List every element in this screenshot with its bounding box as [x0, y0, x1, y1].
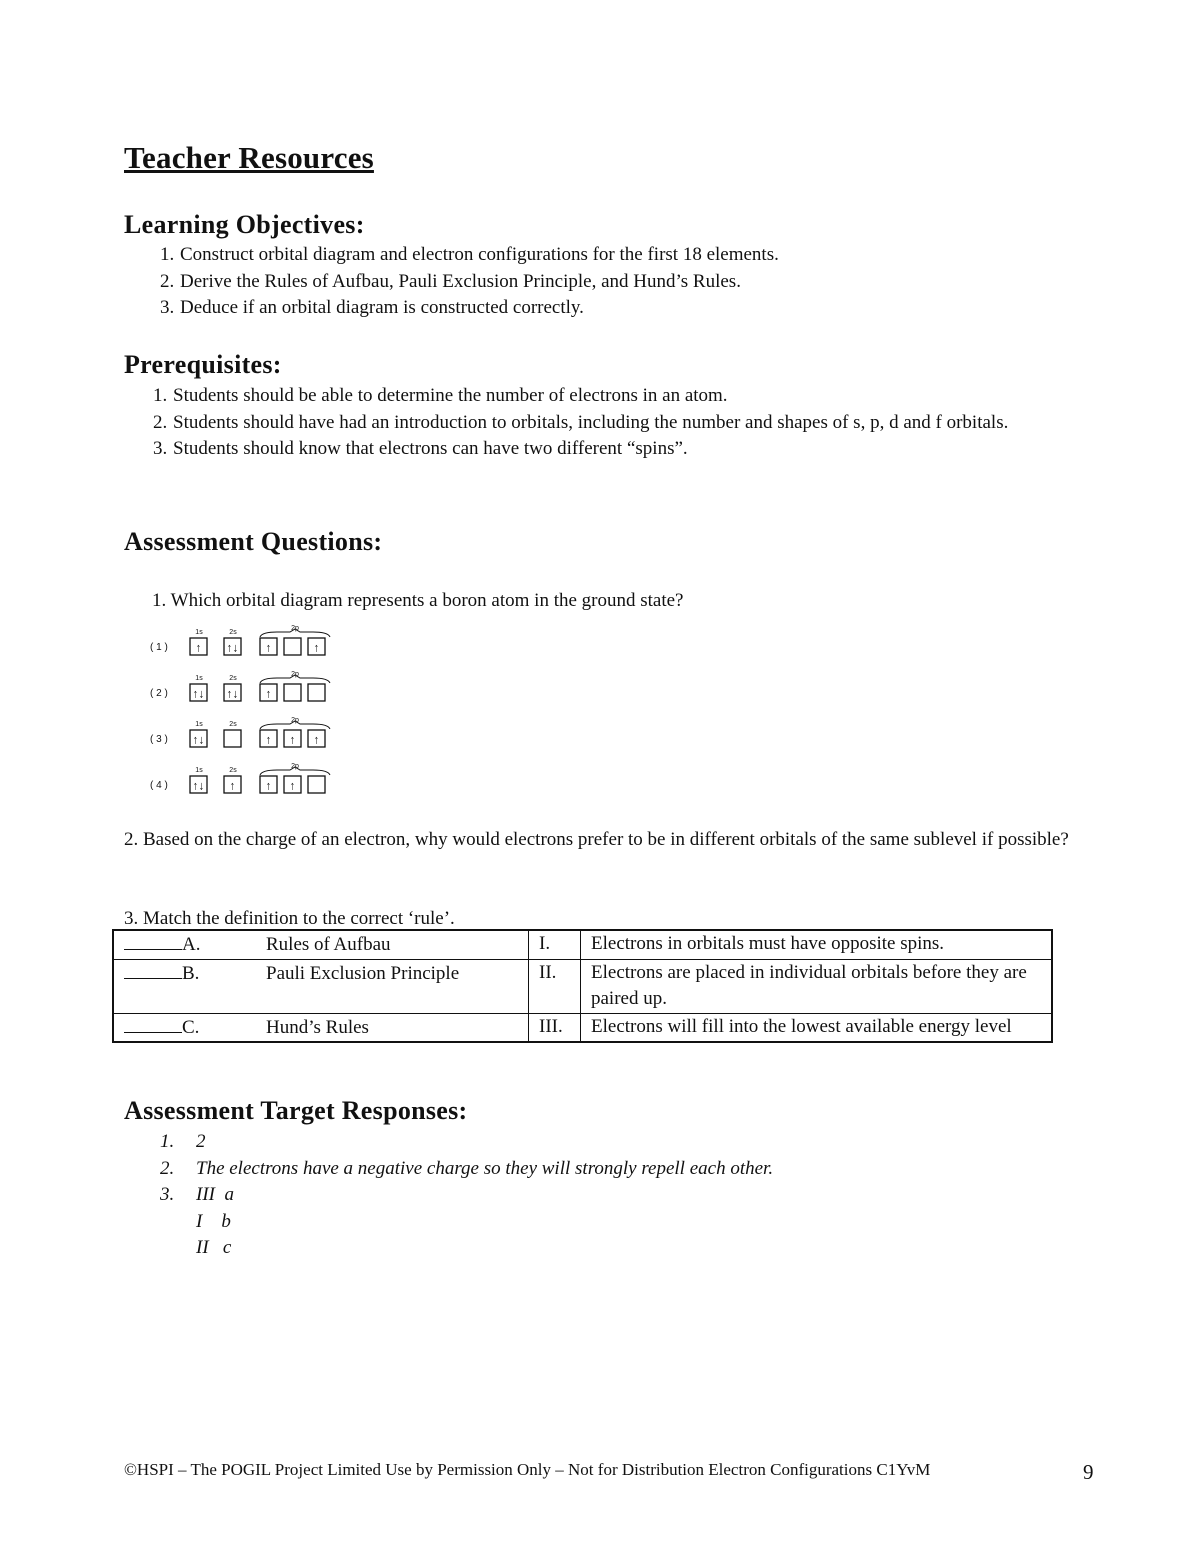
- orbital-2p-box-arrows: ↑: [265, 640, 272, 655]
- answer-blank[interactable]: [124, 1014, 182, 1033]
- learning-objectives-list: [160, 242, 1060, 322]
- orbital-2p-box-arrows: ↑: [289, 778, 296, 793]
- orbital-1s-box-arrows: ↑↓: [192, 732, 205, 747]
- orbital-diagrams: [150, 620, 350, 800]
- list-item: 3. Students should know that electrons can have two different “spins”.: [153, 438, 688, 460]
- orbital-label-2p: 2p: [291, 763, 299, 770]
- orbital-1s-box-arrows: ↑: [195, 640, 202, 655]
- answer-blank[interactable]: [124, 931, 182, 950]
- list-item: 2. Students should have had an introduction to orbitals, including the number and shapes of s, p, d and f orbitals.: [153, 411, 1009, 433]
- orbital-2p-box-arrows: ↑: [289, 732, 296, 747]
- list-item: 3. III a: [160, 1184, 234, 1205]
- orbital-2p-box: [284, 638, 301, 655]
- orbital-2p-box-arrows: ↑: [265, 778, 272, 793]
- target-responses-list: [160, 1129, 773, 1262]
- orbital-label-2s: 2s: [229, 767, 237, 774]
- option-label: ( 1 ): [150, 642, 168, 653]
- option-label: ( 4 ): [150, 780, 168, 791]
- table-row: C. Hund’s Rules III. Electrons will fill into the lowest available energy level: [113, 1013, 1052, 1042]
- list-item: 2. The electrons have a negative charge so they will strongly repell each other.: [160, 1157, 774, 1179]
- prerequisites-list: [153, 383, 1063, 463]
- learning-objectives-heading: Learning Objectives:: [124, 210, 365, 239]
- matching-table: [112, 929, 1053, 1043]
- orbital-label-1s: 1s: [195, 767, 203, 774]
- assessment-questions-heading: Assessment Questions:: [124, 527, 383, 556]
- orbital-2p-box-arrows: ↑: [313, 640, 320, 655]
- orbital-label-1s: 1s: [195, 675, 203, 682]
- page-number: 9: [1083, 1460, 1094, 1484]
- orbital-2p-box: [284, 684, 301, 701]
- footer-text: ©HSPI – The POGIL Project Limited Use by Permission Only – Not for Distribution Electron Configurations C1YvM: [124, 1460, 931, 1479]
- list-item: 1. Students should be able to determine the number of electrons in an atom.: [153, 385, 728, 406]
- orbital-2p-box: [308, 684, 325, 701]
- orbital-2s-box: [224, 730, 241, 747]
- orbital-1s-box-arrows: ↑↓: [192, 778, 205, 793]
- option-label: ( 2 ): [150, 688, 168, 699]
- orbital-label-2p: 2p: [291, 625, 299, 632]
- orbital-diagram-options: [150, 620, 350, 800]
- orbital-label-2p: 2p: [291, 671, 299, 678]
- option-label: ( 3 ): [150, 734, 168, 745]
- orbital-label-2s: 2s: [229, 629, 237, 636]
- orbital-2s-box-arrows: ↑: [229, 778, 236, 793]
- page-title: Teacher Resources: [124, 140, 374, 175]
- prerequisites-heading: Prerequisites:: [124, 350, 282, 379]
- list-item: I b: [196, 1210, 231, 1232]
- question-2: 2. Based on the charge of an electron, why would electrons prefer to be in different orbitals of the same sublevel if possible?: [124, 829, 1069, 850]
- orbital-2p-box-arrows: ↑: [265, 686, 272, 701]
- orbital-label-1s: 1s: [195, 629, 203, 636]
- list-item: 1. 2: [160, 1131, 206, 1152]
- orbital-2p-box: [308, 776, 325, 793]
- orbital-label-2s: 2s: [229, 675, 237, 682]
- target-responses-heading: Assessment Target Responses:: [124, 1096, 468, 1125]
- orbital-2s-box-arrows: ↑↓: [226, 686, 239, 701]
- list-item: 1. Construct orbital diagram and electron configurations for the first 18 elements.: [160, 244, 779, 265]
- orbital-2s-box-arrows: ↑↓: [226, 640, 239, 655]
- question-1: 1. Which orbital diagram represents a boron atom in the ground state?: [152, 590, 684, 611]
- orbital-2p-box-arrows: ↑: [313, 732, 320, 747]
- orbital-label-1s: 1s: [195, 721, 203, 728]
- table-row: A. Rules of Aufbau I. Electrons in orbitals must have opposite spins.: [113, 930, 1052, 959]
- list-item: II c: [196, 1237, 232, 1258]
- orbital-label-2p: 2p: [291, 717, 299, 724]
- orbital-label-2s: 2s: [229, 721, 237, 728]
- orbital-2p-box-arrows: ↑: [265, 732, 272, 747]
- table-row: B. Pauli Exclusion Principle II. Electrons are placed in individual orbitals before they are paired up.: [113, 959, 1052, 1013]
- list-item: 3. Deduce if an orbital diagram is constructed correctly.: [160, 297, 584, 319]
- orbital-1s-box-arrows: ↑↓: [192, 686, 205, 701]
- list-item: 2. Derive the Rules of Aufbau, Pauli Exclusion Principle, and Hund’s Rules.: [160, 270, 741, 292]
- question-3: 3. Match the definition to the correct ‘rule’.: [124, 908, 455, 929]
- answer-blank[interactable]: [124, 960, 182, 979]
